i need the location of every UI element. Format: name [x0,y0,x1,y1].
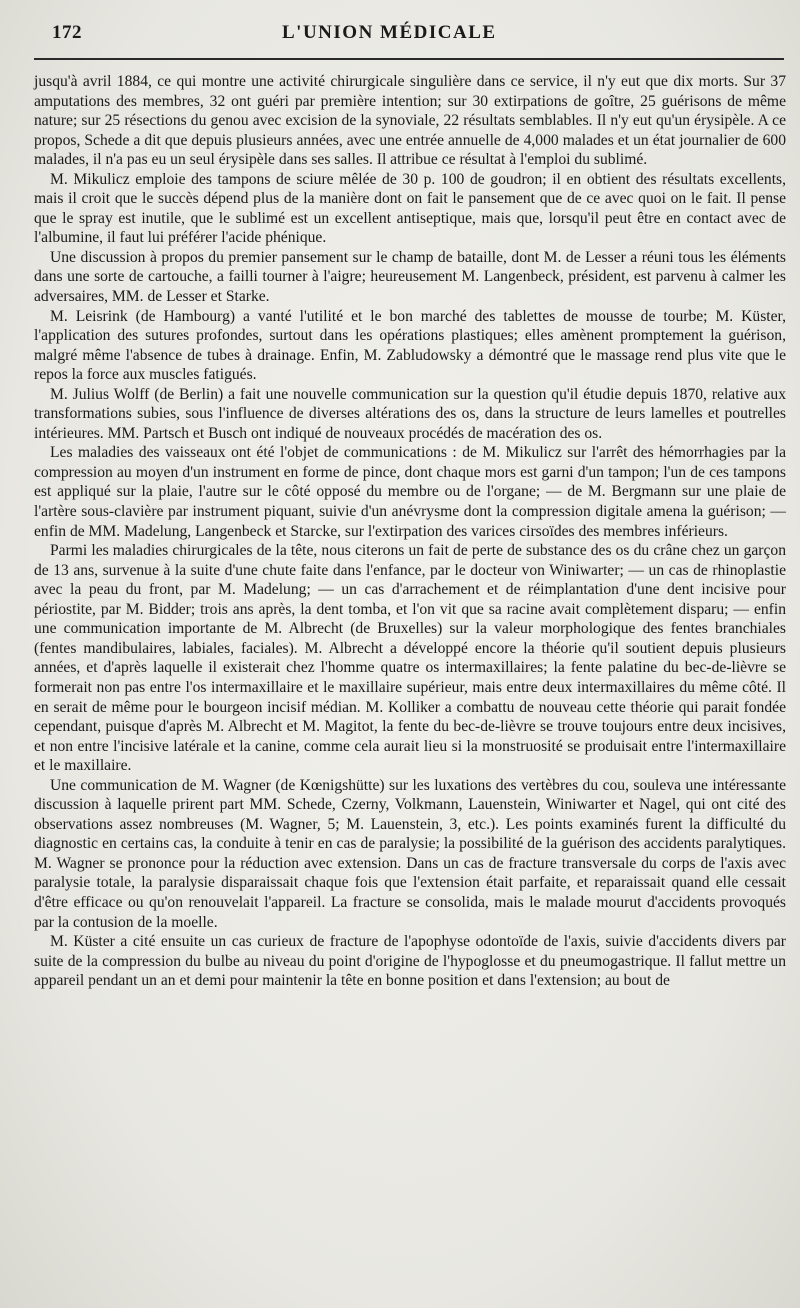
paragraph-wagner-vertebrae: Une communication de M. Wagner (de Kœnigshütte) sur les luxations des vertèbres du cou, souleva une intéressante discussion à laquelle prirent part MM. Schede, Czerny, Volkmann, Lauenstein, Winiwarter et Nagel, qui ont cité des observations assez nombreuses (M. Wagner, 5; M. Lauenstein, 3, etc.). Les points examinés furent la difficulté du diagnostic en certains cas, la conduite à tenir en cas de paralysie; la possibilité de la guérison des accidents paralytiques. M. Wagner se prononce pour la réduction avec extension. Dans un cas de fracture transversale du corps de l'axis avec paralysie totale, la paralysie disparaissait chaque fois que l'extension était parfaite, et reparaissait quand elle cessait d'être efficace ou qu'on renouvelait l'appareil. La fracture se consolida, mais le malade mourut d'accidents provoqués par la contusion de la moelle. [34,776,786,931]
paragraph-continuation: jusqu'à avril 1884, ce qui montre une activité chirurgicale singulière dans ce service, il n'y eut que dix morts. Sur 37 amputations des membres, 32 ont guéri par première intention; sur 30 extirpations de goître, 25 guérisons de même nature; sur 25 résections du genou avec excision de la synoviale, 22 résultats semblables. Il n'y eut qu'un érysipèle. A ce propos, Schede a dit que depuis plusieurs années, avec une entrée annuelle de 4,000 malades et un état journalier de 600 malades, il n'a pas eu un seul érysipèle dans ses salles. Il attribue ce résultat à l'emploi du sublimé. [34,73,786,169]
header-rule [34,58,784,60]
body-text [34,72,786,991]
paragraph-leisrink: M. Leisrink (de Hambourg) a vanté l'utilité et le bon marché des tablettes de mousse de tourbe; M. Küster, l'application des sutures profondes, surtout dans les opérations plastiques; elles amènent promptement la guérison, malgré même l'absence de tubes à drainage. Enfin, M. Zabludowsky a démontré que le massage rend plus vite que le repos la force aux muscles fatigués. [34,307,786,384]
journal-title: L'UNION MÉDICALE [282,22,497,43]
paragraph-kuster-axis: M. Küster a cité ensuite un cas curieux de fracture de l'apophyse odontoïde de l'axis, suivie d'accidents divers par suite de la compression du bulbe au niveau du point d'origine de l'hypoglosse et du pneumogastrique. Il fallut mettre un appareil pendant un an et demi pour maintenir la tête en bonne position et dans l'extension; au bout de [34,933,786,990]
paragraph-mikulicz-tampons: M. Mikulicz emploie des tampons de sciure mêlée de 30 p. 100 de goudron; il en obtient des résultats excellents, mais il croit que le succès dépend plus de la manière dont on fait le pansement que de ce avec quoi on le fait. Il pense que le spray est inutile, que le sublimé est un excellent antiseptique, mais que, lorsqu'il peut être en contact avec de l'albumine, il faut lui préférer l'acide phénique. [34,170,786,247]
running-head [52,22,766,52]
paragraph-julius-wolff: M. Julius Wolff (de Berlin) a fait une nouvelle communication sur la question qu'il étudie depuis 1870, relative aux transformations subies, sous l'influence de diverses altérations des os, dans la structure de leurs lamelles et poutrelles intérieures. MM. Partsch et Busch ont indiqué de nouveaux procédés de macération des os. [34,385,786,442]
paragraph-battlefield-dressing: Une discussion à propos du premier pansement sur le champ de bataille, dont M. de Lesser a réuni tous les éléments dans une sorte de cartouche, a failli tourner à l'aigre; heureusement M. Langenbeck, président, est parvenu à calmer les adversaires, MM. de Lesser et Starke. [34,248,786,306]
paragraph-head-diseases: Parmi les maladies chirurgicales de la tête, nous citerons un fait de perte de substance des os du crâne chez un garçon de 13 ans, survenue à la suite d'une chute faite dans l'enfance, par le docteur von Winiwarter; — un cas de rhinoplastie avec la peau du front, par M. Madelung; — un cas d'arrachement et de réimplantation d'une dent incisive pour périostite, par M. Bidder; trois ans après, la dent tomba, et l'on vit que sa racine avait complètement disparu; — enfin une communication importante de M. Albrecht (de Bruxelles) sur la valeur morphologique des fentes branchiales (fentes mandibulaires, labiales, faciales). M. Albrecht a développé encore la théorie qu'il soutient depuis plusieurs années, et d'après laquelle il existerait chez l'homme quatre os intermaxillaires; la fente palatine du bec-de-lièvre se formerait non pas entre l'os intermaxillaire et le maxillaire supérieur, mais entre deux intermaxillaires du même côté. Il en serait de même pour le bourgeon incisif médian. M. Kolliker a combattu de nouveau cette théorie qui parait fondée cependant, puisque d'après M. Albrecht et M. Magitot, la fente du bec-de-lièvre se trouve toujours entre deux incisives, et non entre l'incisive latérale et la canine, comme cela aurait lieu si la monstruosité se produisait entre l'intermaxillaire et le maxillaire. [34,542,786,775]
page-number: 172 [52,22,82,43]
paragraph-vessels: Les maladies des vaisseaux ont été l'objet de communications : de M. Mikulicz sur l'arrêt des hémorrhagies par la compression au moyen d'un instrument en forme de pince, dont chaque mors est garni d'un tampon; l'un de ces tampons est appliqué sur la plaie, l'autre sur le côté opposé du membre ou de l'organe; — de M. Bergmann sur une plaie de l'artère sous-clavière par instrument piquant, suivie d'un anévrysme dont la compression digitale amena la guérison; — enfin de MM. Madelung, Langenbeck et Starcke, sur l'extirpation des varices cirsoïdes des membres inférieurs. [34,444,786,540]
